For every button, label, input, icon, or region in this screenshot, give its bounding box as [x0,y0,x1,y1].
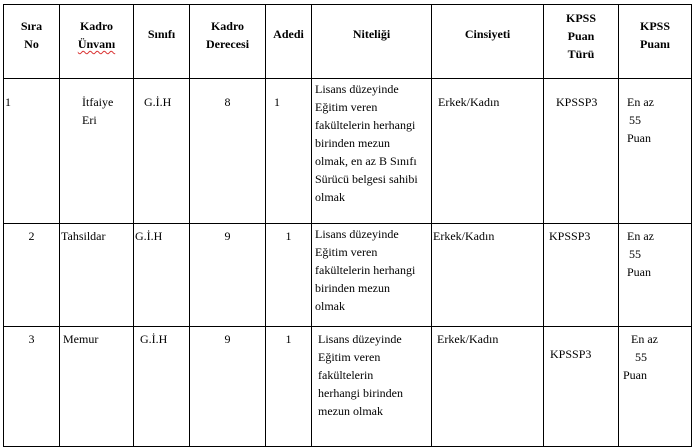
cell-kadro-derecesi: 9 [190,224,266,327]
cell-kpss-puan-turu: KPSSP3 [544,224,619,327]
header-niteligi: Niteliği [312,5,432,79]
cell-kadro-unvani: İtfaiye Eri [60,79,134,224]
cell-kadro-derecesi: 9 [190,327,266,447]
header-row [4,5,692,79]
cell-sira-no: 3 [4,327,60,447]
cell-adedi: 1 [266,79,312,224]
cell-sira-no: 1 [4,79,60,224]
positions-table [3,4,692,447]
header-sinifi: Sınıfı [134,5,190,79]
header-kadro-unvani: Kadro Ünvanı [60,5,134,79]
cell-niteligi: Lisans düzeyinde Eğitim veren fakültelerin herhangi birinden mezun olmak [312,327,432,447]
cell-adedi: 1 [266,224,312,327]
cell-adedi: 1 [266,327,312,447]
cell-kpss-puani: En az 55 Puan [619,224,692,327]
header-adedi: Adedi [266,5,312,79]
table-row [4,327,692,447]
spellcheck-underlined-word: Ünvanı [77,37,116,51]
cell-cinsiyeti: Erkek/Kadın [432,79,544,224]
cell-kadro-unvani: Tahsildar [60,224,134,327]
table-row [4,79,692,224]
cell-kpss-puani: En az 55 Puan [619,327,692,447]
cell-kpss-puani: En az 55 Puan [619,79,692,224]
header-kadro-derecesi: Kadro Derecesi [190,5,266,79]
header-kpss-puani: KPSS Puanı [619,5,692,79]
cell-sinifi: G.İ.H [134,79,190,224]
cell-sinifi: G.İ.H [134,327,190,447]
cell-kadro-derecesi: 8 [190,79,266,224]
header-kpss-puan-turu: KPSS Puan Türü [544,5,619,79]
cell-kpss-puan-turu: KPSSP3 [544,79,619,224]
cell-sira-no: 2 [4,224,60,327]
cell-kpss-puan-turu: KPSSP3 [544,327,619,447]
cell-niteligi: Lisans düzeyinde Eğitim veren fakültelerin herhangi birinden mezun olmak [312,224,432,327]
table-row [4,224,692,327]
cell-niteligi: Lisans düzeyinde Eğitim veren fakültelerin herhangi birinden mezun olmak, en az B Sınıfı Sürücü belgesi sahibi olmak [312,79,432,224]
header-cinsiyeti: Cinsiyeti [432,5,544,79]
header-sira-no: Sıra No [4,5,60,79]
cell-cinsiyeti: Erkek/Kadın [432,224,544,327]
cell-cinsiyeti: Erkek/Kadın [432,327,544,447]
cell-kadro-unvani: Memur [60,327,134,447]
cell-sinifi: G.İ.H [134,224,190,327]
